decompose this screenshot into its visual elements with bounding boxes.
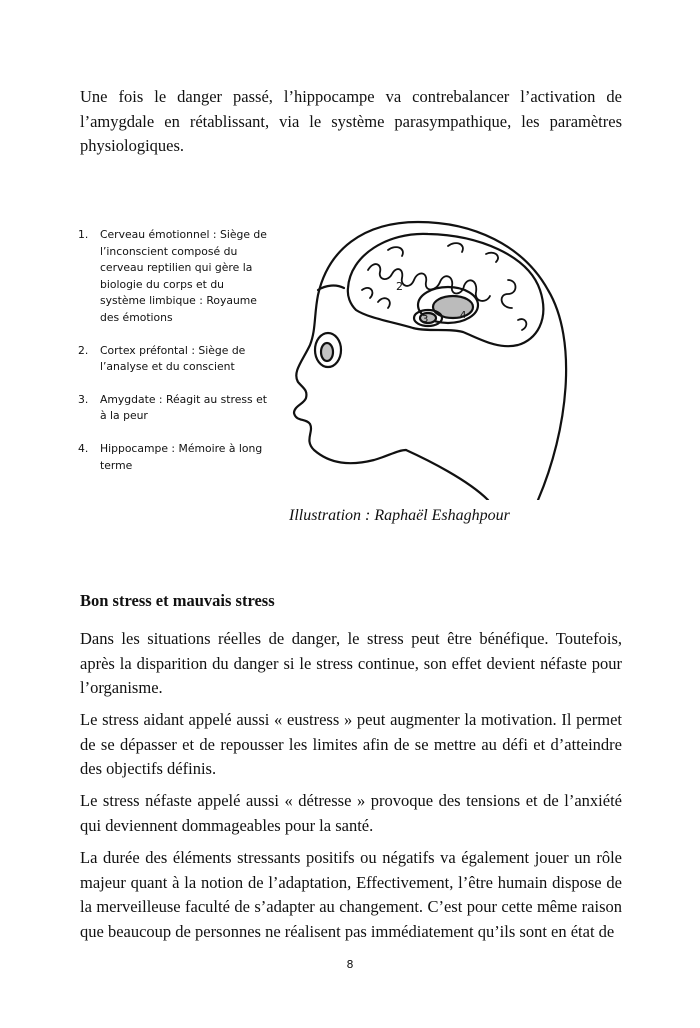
brain-label-3: 3 — [422, 314, 429, 325]
brain-label-2: 2 — [396, 280, 403, 293]
illustration-caption: Illustration : Raphaël Eshaghpour — [289, 507, 510, 524]
intro-paragraph: Une fois le danger passé, l’hippocampe va contrebalancer l’activation de l’amygdale en rétablissant, via le système parasympathique, les paramètres physiologiques. — [80, 87, 622, 155]
body-paragraph: Le stress néfaste appelé aussi « détresse » provoque des tensions et de l’anxiété qui deviennent dommageables pour la santé. — [80, 791, 622, 835]
body-paragraph: Le stress aidant appelé aussi « eustress » peut augmenter la motivation. Il permet de se dépasser et de repousser les limites afin de se mettre au défi et d’atteindre des objectifs définis. — [80, 710, 622, 778]
brain-label-4: 4 — [460, 310, 467, 321]
page-number: 8 — [346, 958, 354, 971]
legend-number: 3. — [78, 392, 89, 406]
neck-line — [406, 450, 488, 500]
legend-number: 4. — [78, 441, 89, 455]
legend-number: 2. — [78, 343, 89, 357]
eyebrow — [318, 286, 344, 290]
hippocampus — [433, 296, 473, 318]
legend-text: Hippocampe : Mémoire à long terme — [100, 441, 263, 472]
legend-item — [78, 392, 268, 425]
brain-illustration — [278, 210, 568, 500]
section-heading: Bon stress et mauvais stress — [80, 591, 275, 610]
legend-item — [78, 343, 268, 376]
legend-text: Cerveau émotionnel : Siège de l’inconscient composé du cerveau reptilien qui gère la biologie du corps et du système limbique : Royaume des émotions — [100, 228, 267, 324]
head-outline — [294, 222, 566, 500]
legend-text: Amygdate : Réagit au stress et à la peur — [100, 392, 267, 423]
brain-legend-list — [78, 227, 268, 490]
pupil — [321, 343, 333, 361]
legend-item — [78, 441, 268, 474]
legend-text: Cortex préfontal : Siège de l’analyse et du conscient — [100, 343, 246, 374]
body-paragraph: Dans les situations réelles de danger, le stress peut être bénéfique. Toutefois, après la disparition du danger si le stress continue, son effet devient néfaste pour l’organisme. — [80, 629, 622, 697]
legend-number: 1. — [78, 228, 89, 241]
body-paragraph: La durée des éléments stressants positifs ou négatifs va également jouer un rôle majeur quant à la notion de l’adaptation, Effectivement, l’être humain dispose de la merveilleuse faculté de s’adapter au changement. C’est pour cette même raison que beaucoup de personnes ne réalisent pas immédiatement qu’ils sont en état de — [80, 848, 622, 941]
legend-item — [78, 227, 268, 327]
